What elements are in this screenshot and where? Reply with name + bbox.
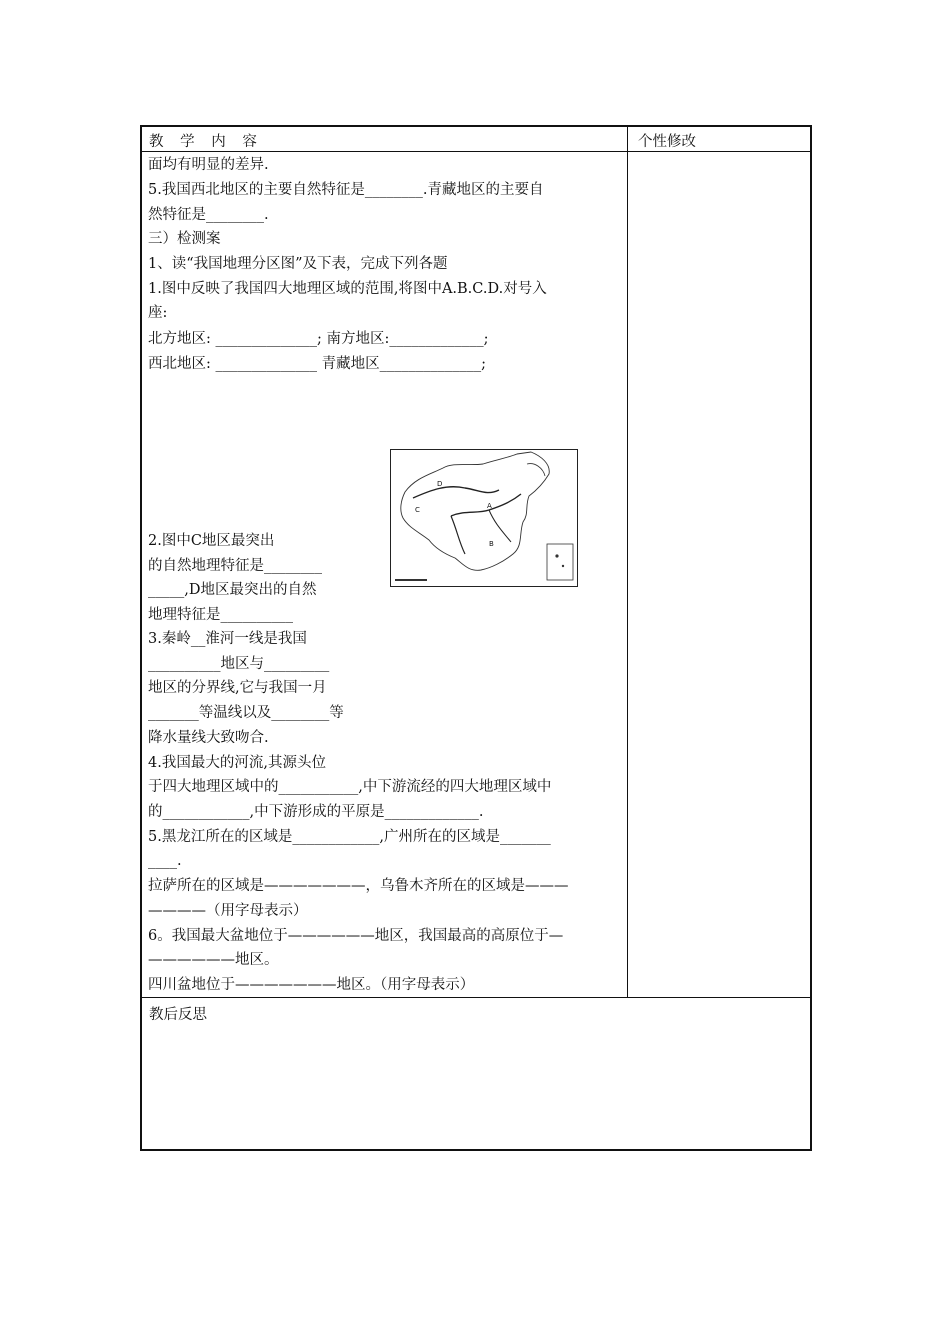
content-line: 6。我国最大盆地位于——————地区，我国最高的高原位于— xyxy=(148,928,564,944)
content-line: 5.黑龙江所在的区域是____________,广州所在的区域是_______ xyxy=(148,829,551,845)
content-line: _____,D地区最突出的自然 xyxy=(148,582,317,598)
content-line: 4.我国最大的河流,其源头位 xyxy=(148,755,326,771)
content-line: 四川盆地位于———————地区。（用字母表示） xyxy=(148,977,475,993)
content-line: 1.图中反映了我国四大地理区域的范围,将图中A.B.C.D.对号入 xyxy=(148,281,547,297)
content-line: _______等温线以及________等 xyxy=(148,705,344,721)
header-divider xyxy=(140,151,810,152)
header-personal-edit: 个性修改 xyxy=(638,134,696,150)
column-divider xyxy=(627,125,628,998)
content-line: 1、读“我国地理分区图”及下表，完成下列各题 xyxy=(148,256,448,272)
reflection-label: 教后反思 xyxy=(149,1007,207,1023)
map-drawing xyxy=(391,450,577,586)
content-line: 5.我国西北地区的主要自然特征是________.青藏地区的主要自 xyxy=(148,182,544,198)
map-label-c: C xyxy=(415,506,420,514)
content-line: 地区的分界线,它与我国一月 xyxy=(148,680,327,696)
map-label-b: B xyxy=(489,540,494,548)
content-line: 三）检测案 xyxy=(148,231,221,247)
map-label-a: A xyxy=(487,502,492,510)
content-line: 的自然地理特征是________ xyxy=(148,558,322,574)
content-line: 的____________,中下游形成的平原是_____________. xyxy=(148,804,484,820)
header-teaching-content: 教 学 内 容 xyxy=(149,134,263,150)
content-line: 然特征是________. xyxy=(148,207,269,223)
content-line: 北方地区: ______________; 南方地区:_____________; xyxy=(148,331,489,347)
content-line: 2.图中C地区最突出 xyxy=(148,533,275,549)
content-line: __________地区与_________ xyxy=(148,656,330,672)
content-line: ————（用字母表示） xyxy=(148,903,308,919)
content-line: 西北地区: ______________ 青藏地区______________; xyxy=(148,356,486,372)
content-line: 座: xyxy=(148,305,168,321)
content-line: 降水量线大致吻合. xyxy=(148,730,269,746)
reflection-divider xyxy=(140,997,810,998)
map-label-d: D xyxy=(437,480,443,488)
inset-box xyxy=(547,544,573,580)
content-line: 于四大地理区域中的___________,中下游流经的四大地理区域中 xyxy=(148,779,552,795)
china-region-map xyxy=(390,449,578,587)
content-line: 地理特征是__________ xyxy=(148,607,293,623)
lesson-table xyxy=(140,125,810,1149)
content-line: ——————地区。 xyxy=(148,952,279,968)
content-line: 面均有明显的差异. xyxy=(148,157,269,173)
content-line: 拉萨所在的区域是———————，乌鲁木齐所在的区域是——— xyxy=(148,878,569,894)
content-line: ____. xyxy=(148,853,182,869)
content-line: 3.秦岭__淮河一线是我国 xyxy=(148,631,307,647)
